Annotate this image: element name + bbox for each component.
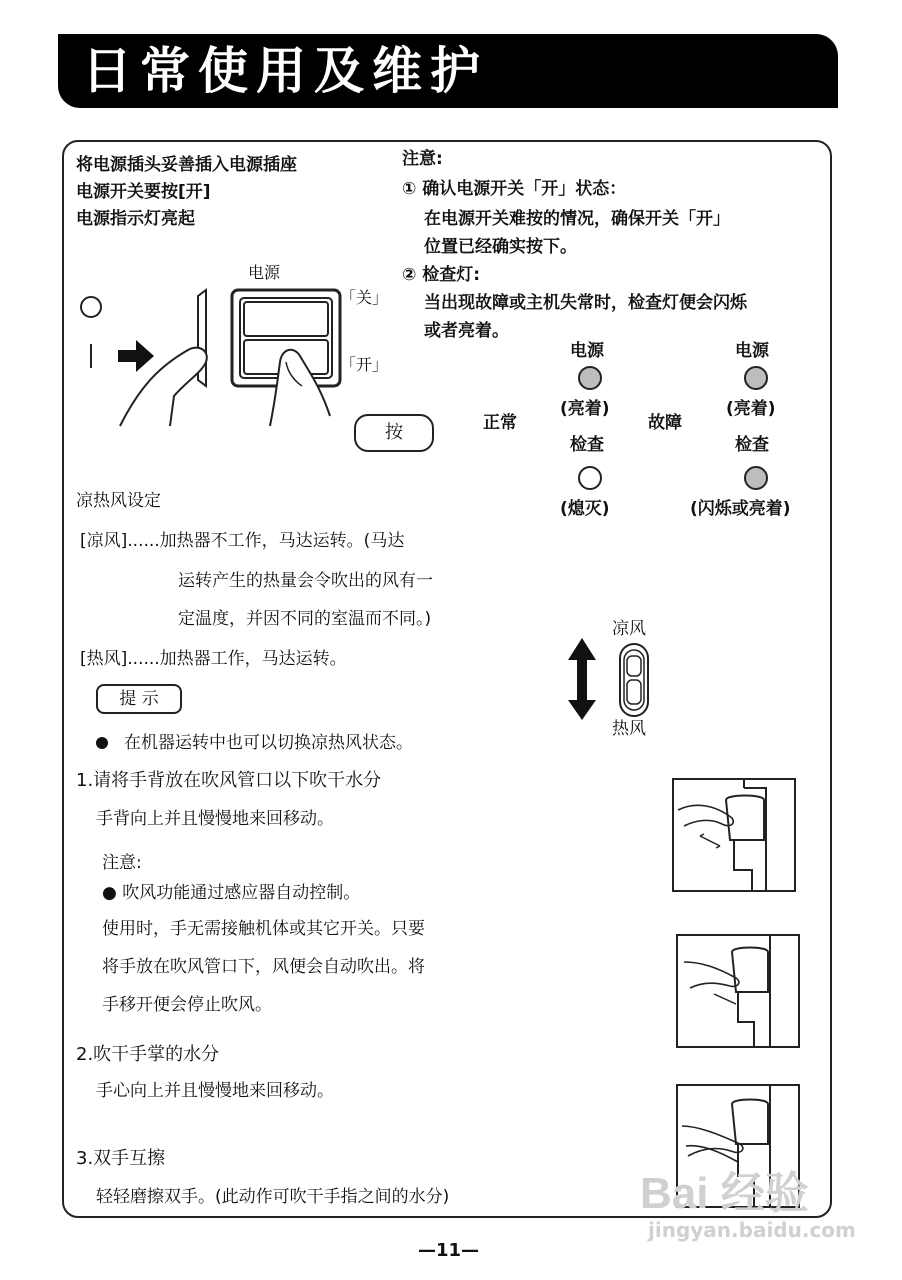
tip-text: 在机器运转中也可以切换凉热风状态。 <box>124 733 413 753</box>
palm-dry-illustration <box>676 934 800 1048</box>
cool-hot-heading: 凉热风设定 <box>76 491 161 511</box>
notice-item1-title: ① 确认电源开关「开」状态： <box>402 179 627 199</box>
step2-title: 2.吹干手掌的水分 <box>76 1044 220 1065</box>
normal-check-label: 检查 <box>570 435 604 455</box>
switch-on-label: 「开」 <box>340 355 389 374</box>
normal-power-lamp-icon <box>578 366 602 390</box>
push-arrow-icon <box>118 340 154 372</box>
notice-item1-line1: 在电源开关难按的情况，确保开关「开」 <box>424 209 730 229</box>
switch-power-label: 电源 <box>248 263 281 282</box>
fault-power-state: (亮着) <box>726 399 776 419</box>
cool-switch-label: 凉风 <box>612 619 646 639</box>
page-title: 日常使用及维护 <box>82 42 488 100</box>
note-line-2: 使用时，手无需接触机体或其它开关。只要 <box>102 919 425 939</box>
step1-title: 1.请将手背放在吹风管口以下吹干水分 <box>76 770 382 791</box>
notice-heading: 注意: <box>402 149 443 169</box>
normal-label: 正常 <box>483 413 517 433</box>
fault-label: 故障 <box>648 413 682 433</box>
cool-line-3: 定温度，并因不同的室温而不同。) <box>178 609 432 629</box>
off-symbol-icon <box>80 296 102 318</box>
hot-switch-label: 热风 <box>612 719 646 739</box>
slide-switch-icon <box>620 644 648 716</box>
note-heading: 注意: <box>102 853 142 873</box>
step2-desc: 手心向上并且慢慢地来回移动。 <box>96 1081 334 1101</box>
fault-check-state: (闪烁或亮着) <box>690 499 791 519</box>
note-line-4: 手移开便会停止吹风。 <box>102 995 272 1015</box>
up-down-arrow-icon <box>568 638 596 720</box>
fault-check-lamp-icon <box>744 466 768 490</box>
watermark-url: jingyan.baidu.com <box>648 1218 856 1242</box>
power-instruction-1: 将电源插头妥善插入电源插座 <box>76 155 297 175</box>
cool-hot-toggle-illustration <box>566 638 656 722</box>
note-line-1: ● 吹风功能通过感应器自动控制。 <box>102 883 361 903</box>
step1-desc: 手背向上并且慢慢地来回移动。 <box>96 809 334 829</box>
power-instruction-3: 电源指示灯亮起 <box>76 209 195 229</box>
notice-item2-title: ② 检查灯: <box>402 265 481 285</box>
switch-off-label: 「关」 <box>340 288 389 307</box>
note-line-3: 将手放在吹风管口下，风便会自动吹出。将 <box>102 957 425 977</box>
power-instruction-2: 电源开关要按[开] <box>76 182 211 202</box>
normal-check-lamp-icon <box>578 466 602 490</box>
tip-label: 提 示 <box>96 684 182 714</box>
hot-line: [热风]......加热器工作，马达运转。 <box>80 649 347 669</box>
on-symbol-icon <box>90 344 92 368</box>
cool-line-2: 运转产生的热量会令吹出的风有一 <box>178 571 433 591</box>
normal-check-state: (熄灭) <box>560 499 610 519</box>
fault-power-lamp-icon <box>744 366 768 390</box>
notice-item2-line1: 当出现故障或主机失常时，检查灯便会闪烁 <box>424 293 747 313</box>
normal-power-state: (亮着) <box>560 399 610 419</box>
step3-desc: 轻轻磨擦双手。(此动作可吹干手指之间的水分) <box>96 1187 450 1207</box>
tip-bullet-icon <box>96 737 108 749</box>
press-button[interactable]: 按 <box>354 414 434 452</box>
notice-item1-line2: 位置已经确实按下。 <box>424 237 577 257</box>
finger-press-switch-illustration <box>110 286 350 436</box>
normal-power-label: 电源 <box>570 341 604 361</box>
cool-line-1: [凉风]......加热器不工作，马达运转。(马达 <box>80 531 405 551</box>
fault-check-label: 检查 <box>735 435 769 455</box>
fault-power-label: 电源 <box>735 341 769 361</box>
watermark-logo: Bai 经验 <box>640 1169 809 1218</box>
notice-item2-line2: 或者亮着。 <box>424 321 509 341</box>
hand-back-dry-illustration <box>672 778 796 892</box>
step3-title: 3.双手互擦 <box>76 1148 166 1169</box>
page-number: —11— <box>418 1240 480 1261</box>
